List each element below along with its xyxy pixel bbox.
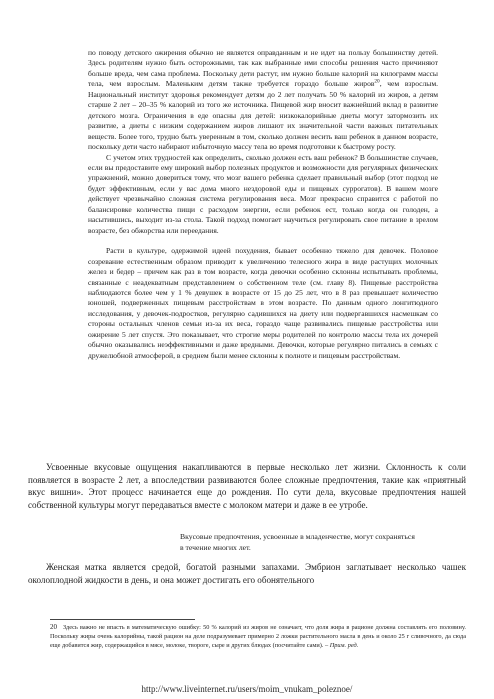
main-text-continued <box>28 561 466 586</box>
footnote-editor-note: – Прим. ред. <box>324 642 359 650</box>
box-paragraph-2: С учетом этих трудностей как определить, сколько должен есть ваш ребенок? В большинстве случаев, если вы предоставите ему широкий выбор полезных продуктов и возможности для регулярных физических упражнений, можно довериться тому, что мозг вашего ребенка сделает правильный выбор (этот подход не будет эффективным, если у вас дома много нездоровой еды и пищевых суррогатов). В вашем мозге действует чрезвычайно сложная система регулирования веса. Мозг прекрасно справится с работой по балансировке количества пищи с расходом энергии, если ребенок ест, только когда он голоден, а насытившись, выходит из-за стола. Такой подход помогает научиться регулировать свое питание в зрелом возрасте, без обжорства или переедания. <box>88 152 438 235</box>
paragraph-gap <box>88 236 438 246</box>
source-url[interactable]: http://www.liveinternet.ru/users/moim_vnukam_poleznoe/ <box>141 684 353 694</box>
box-paragraph-1-part-b: , чем взрослым. Национальный институт здоровья рекомендует детям до 2 лет получать 50 % калорий из жиров, а детям старше 2 лет – 20–35 % калорий из того же источника. Пищевой жир вносит важнейший вклад в развитие детского мозга. Ограничения в еде опасны для детей: низкокалорийные диеты могут затормозить их развитие, а диеты с низким содержанием жиров лишают их значительной части важных питательных веществ. Более того, трудно быть уверенным в том, сколько должен весить ваш ребенок в данном возрасте, поскольку дети часто набирают избыточную массу тела во время подготовки к быстрому росту. <box>88 79 438 152</box>
box-paragraph-3: Расти в культуре, одержимой идеей похудения, бывает особенно тяжело для девочек. Половое созревание естественным образом приводит к увеличению телесного жира в виде растущих молочных желез и бедер – причем как раз в том возрасте, когда девочки особенно склонны испытывать проблемы, связанные с неадекватным представлением о собственном теле (см. главу 8). Пищевые расстройства наблюдаются более чем у 1 % девушек в возрасте от 15 до 25 лет, что в 8 раз превышает количество юношей, подверженных пищевым расстройствам в этом возрасте. По данным одного лонгитюдного исследования, у девочек-подростков, регулярно садившихся на диету или подвергавшихся насмешкам со стороны остальных членов семьи из-за их веса, гораздо чаще развивались пищевые расстройства или ожирение 5 лет спустя. Это показывает, что строгие меры родителей по контролю массы тела их дочерей обычно оказывались неэффективными и даже вредными. Девочки, которые регулярно питались в семьях с дружелюбной атмосферой, в среднем были менее склонны к полноте и пищевым расстройствам. <box>88 246 438 360</box>
box-paragraph-1 <box>88 48 438 153</box>
footnote-text: Здесь важно не впасть в математическую ошибку: 50 % калорий из жиров не означает, что доля жира в рационе должна составлять его половину. Поскольку жиры очень калорийны, такой рацион на деле подразумевает примерно 2 ложки растительного масла в день и около 25 г сливочного, да сюда еще добавится жир, содержащийся в мясе, молоке, твороге, сыре и других блюдах (посчитайте сами). <box>50 624 466 650</box>
box-paragraph-1-part-a: по поводу детского ожирения обычно не является оправданным и не идет на пользу большинству детей. Здесь родителям нужно быть осторожными, так как выбранные ими способы решения часто причиняют больше вреда, чем сама проблема. Поскольку дети растут, им нужно больше калорий на килограмм массы тела, чем взрослым. Маленьким детям также требуется гораздо больше жиров <box>88 48 438 89</box>
main-paragraph-2: Женская матка является средой, богатой разными запахами. Эмбрион заглатывает несколько чашек околоплодной жидкости в день, и она может достигать его обонятельного <box>28 562 466 585</box>
main-text <box>28 461 466 511</box>
footnote <box>50 623 466 651</box>
footnote-reference[interactable]: 20 <box>374 78 380 85</box>
pull-quote: Вкусовые предпочтения, усвоенные в младенчестве, могут сохраняться в течение многих лет. <box>180 532 415 552</box>
sidebar-box <box>88 48 438 361</box>
footnote-separator <box>50 619 195 620</box>
main-paragraph-1: Усвоенные вкусовые ощущения накапливаются в первые несколько лет жизни. Склонность к соли появляется в возрасте 2 лет, а впоследствии развиваются более сложные предпочтения, такие как «приятный вкус вишни». Этот процесс начинается еще до рождения. По сути дела, вкусовые предпочтения нашей собственной культуры могут передаваться вместе с молоком матери и даже в ее утробе. <box>28 462 466 510</box>
footnote-number: 20 <box>50 623 57 631</box>
